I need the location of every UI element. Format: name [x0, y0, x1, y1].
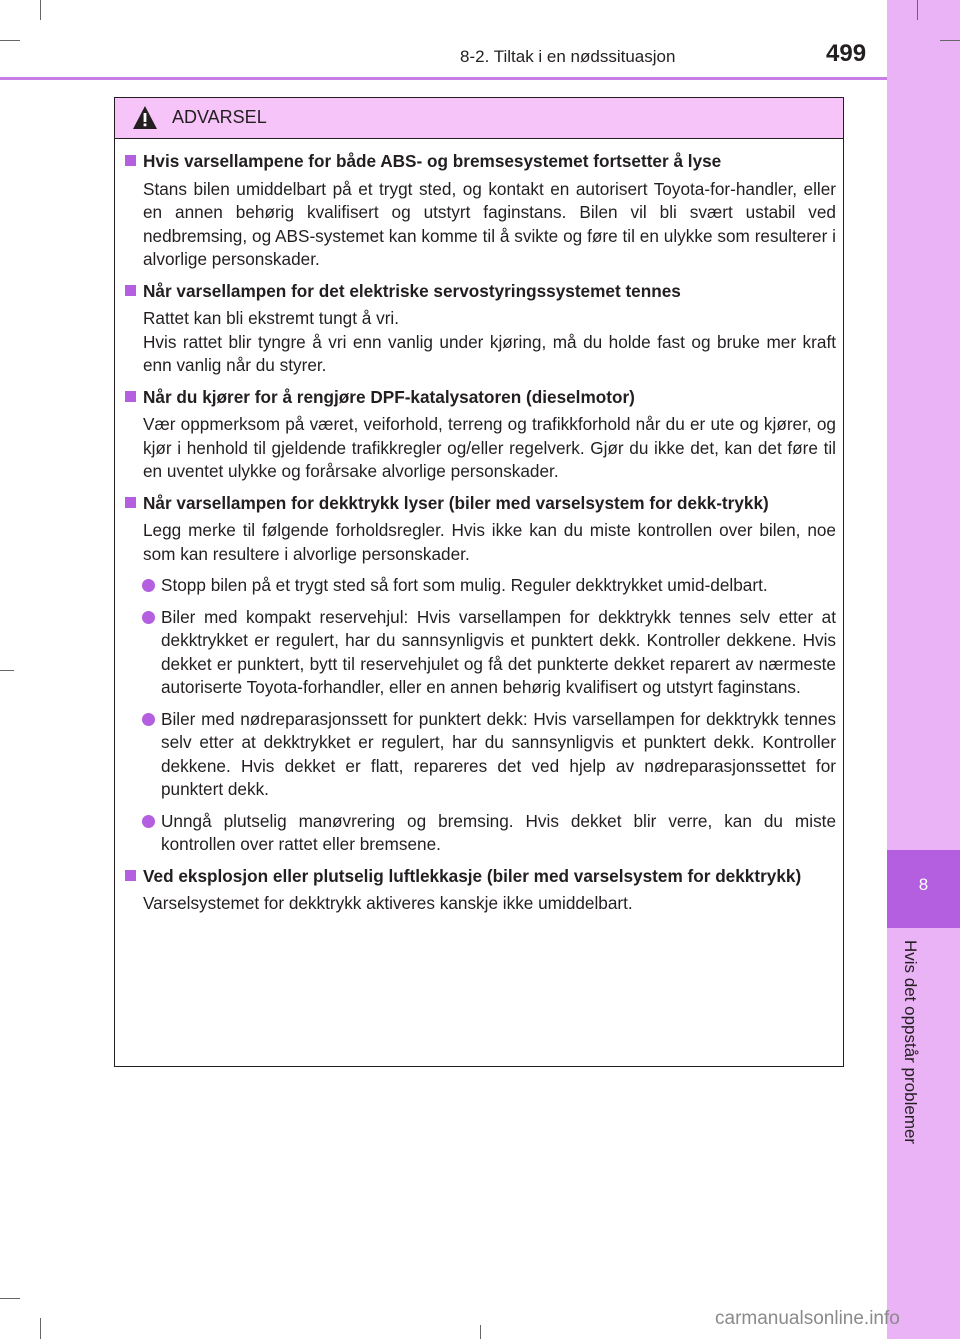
warning-item — [125, 492, 836, 857]
bullet-item — [125, 574, 836, 598]
square-bullet-icon — [125, 870, 136, 881]
bullet-text: Biler med nødreparasjonssett for punktert dekk: Hvis varsellampen for dekktrykk tennes selv etter at dekktrykket er regulert, har du sannsynligvis et punktert dekk. Kontroller dekkene. Hvis dekket er flatt, repareres det ved hjelp av nødreparasjonssettet for punktert dekk. — [161, 708, 836, 799]
crop-mark — [0, 670, 14, 671]
warning-item — [125, 865, 836, 916]
warning-triangle-icon — [132, 105, 158, 131]
warning-item — [125, 150, 836, 272]
item-title: Ved eksplosjon eller plutselig luftlekkasje (biler med varselsystem for dekktrykk) — [143, 865, 802, 886]
item-heading — [125, 150, 836, 174]
item-title: Når varsellampen for det elektriske servostyringssystemet tennes — [143, 280, 681, 301]
square-bullet-icon — [125, 497, 136, 508]
crop-mark — [0, 1298, 20, 1299]
item-title: Når varsellampen for dekktrykk lyser (biler med varselsystem for dekk-trykk) — [143, 492, 769, 513]
crop-mark — [480, 1325, 481, 1339]
bullet-item — [125, 810, 836, 857]
circle-bullet-icon — [142, 611, 155, 624]
page-number: 499 — [826, 40, 867, 67]
item-paragraph: Varselsystemet for dekktrykk aktiveres kanskje ikke umiddelbart. — [143, 893, 633, 913]
circle-bullet-icon — [142, 579, 155, 592]
warning-item — [125, 386, 836, 484]
bullet-text: Stopp bilen på et trygt sted så fort som mulig. Reguler dekktrykket umid-delbart. — [161, 575, 768, 595]
header-rule — [0, 77, 887, 80]
warning-body — [115, 150, 843, 924]
warning-title: ADVARSEL — [172, 107, 267, 127]
square-bullet-icon — [125, 155, 136, 166]
item-paragraph: Vær oppmerksom på været, veiforhold, terreng og trafikkforhold når du er ute og kjører, og kjør i henhold til gjeldende trafikkregler og/eller regelverk. Gjør du ikke det, kan det føre til en uventet ulykke og forårsake alvorlige personskader. — [143, 414, 836, 481]
bullet-text: Biler med kompakt reservehjul: Hvis varsellampen for dekktrykk tennes selv etter at dekktrykket er regulert, har du sannsynligvis et punktert dekk. Kontroller dekkene. Hvis dekket er punktert, bytt til reservehjulet og få det punkterte dekket reparert av nærmeste autoriserte Toyota-forhandler, eller en annen behørig kvalifisert og utstyrt faginstans. — [161, 606, 836, 697]
warning-header — [115, 98, 843, 139]
item-paragraph: Hvis rattet blir tyngre å vri enn vanlig under kjøring, må du holde fast og bruke mer kraft enn vanlig når du styrer. — [143, 331, 836, 375]
item-heading — [125, 865, 836, 889]
item-paragraph: Stans bilen umiddelbart på et trygt sted, og kontakt en autorisert Toyota-for-handler, eller en annen behørig kvalifisert og utstyrt faginstans. Bilen vil bli svært ustabil ved nedbremsing, og ABS-systemet kan komme til å svikte og føre til en ulykke som resulterer i alvorlige personskader. — [143, 178, 836, 269]
watermark[interactable]: carmanualsonline.info — [715, 1308, 900, 1329]
warning-box — [114, 97, 844, 1067]
item-title: Når du kjører for å rengjøre DPF-katalysatoren (dieselmotor) — [143, 386, 635, 407]
square-bullet-icon — [125, 391, 136, 402]
warning-item — [125, 280, 836, 378]
crop-mark — [940, 40, 960, 41]
section-title: 8-2. Tiltak i en nødssituasjon — [460, 47, 676, 66]
chapter-number: 8 — [918, 875, 929, 894]
crop-mark — [917, 0, 918, 20]
item-heading — [125, 492, 836, 516]
square-bullet-icon — [125, 285, 136, 296]
circle-bullet-icon — [142, 815, 155, 828]
item-heading — [125, 386, 836, 410]
item-heading — [125, 280, 836, 304]
crop-mark — [40, 1318, 41, 1339]
circle-bullet-icon — [142, 713, 155, 726]
bullet-item — [125, 708, 836, 802]
item-paragraph: Legg merke til følgende forholdsregler. Hvis ikke kan du miste kontrollen over bilen, noe som kan resultere i alvorlige personskader. — [143, 520, 836, 564]
bullet-text: Unngå plutselig manøvrering og bremsing. Hvis dekket blir verre, kan du miste kontrollen over rattet eller bremsene. — [161, 810, 836, 854]
bullet-item — [125, 606, 836, 700]
item-paragraph: Rattet kan bli ekstremt tungt å vri. — [143, 308, 400, 328]
chapter-label: Hvis det oppstår problemer — [901, 940, 920, 1145]
item-title: Hvis varsellampene for både ABS- og bremsesystemet fortsetter å lyse — [143, 151, 722, 171]
crop-mark — [0, 40, 20, 41]
crop-mark — [40, 0, 41, 20]
